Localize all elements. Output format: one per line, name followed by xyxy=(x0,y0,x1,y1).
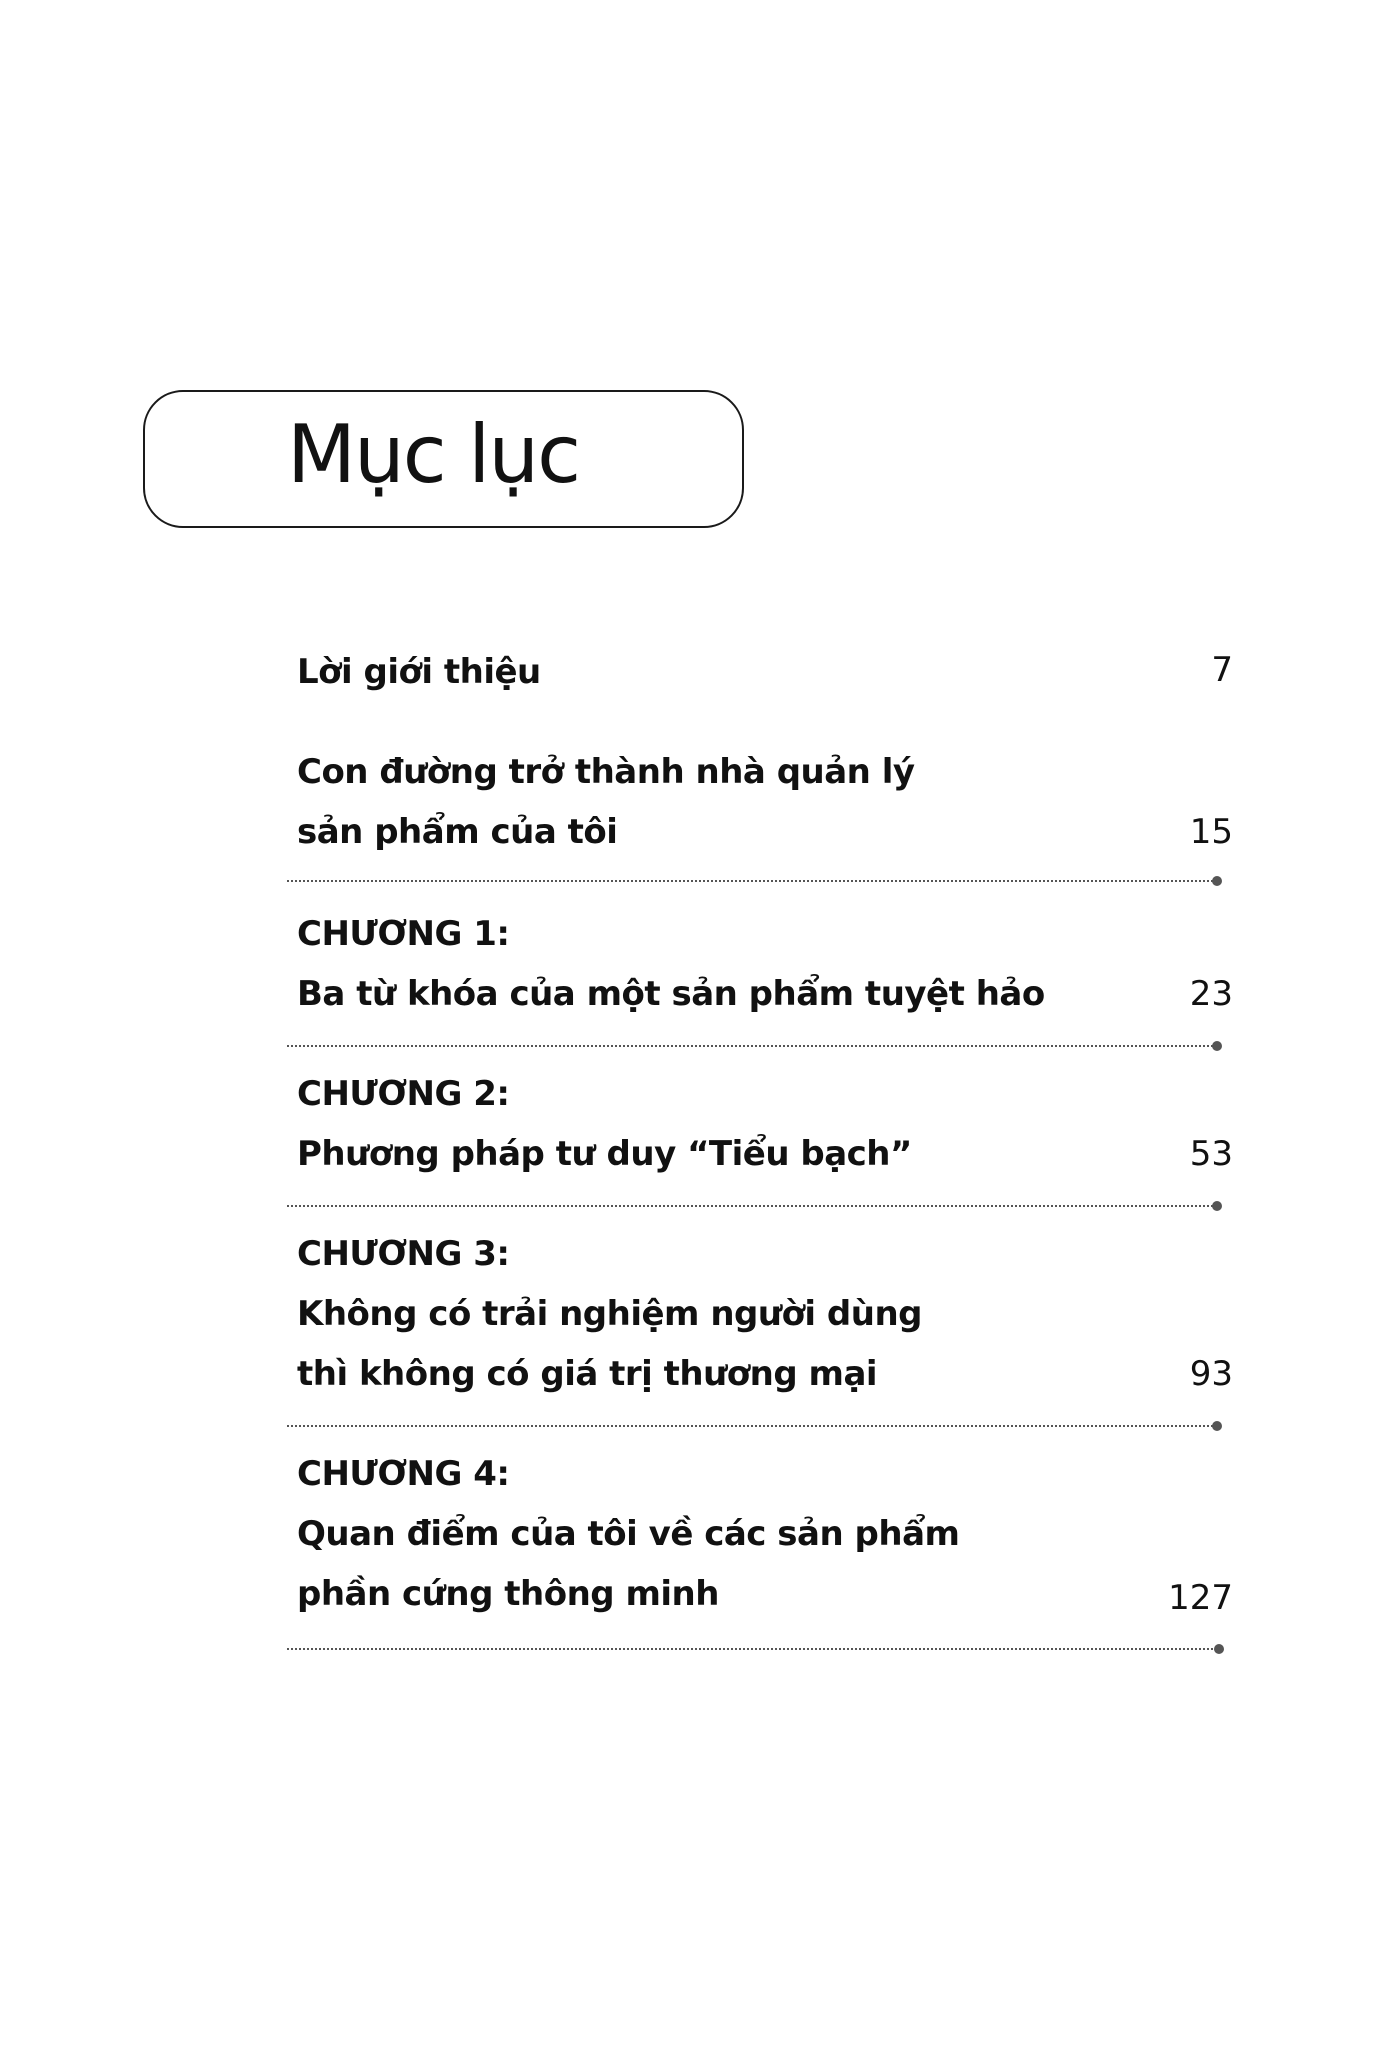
divider-dot xyxy=(1212,1041,1222,1051)
toc-entry-line: thì không có giá trị thương mại xyxy=(297,1354,878,1394)
toc-page-number: 53 xyxy=(1189,1134,1233,1174)
toc-page-number: 23 xyxy=(1189,974,1233,1014)
divider-dot xyxy=(1212,1421,1222,1431)
toc-entry-line: Quan điểm của tôi về các sản phẩm xyxy=(297,1514,960,1554)
toc-entry-line: phần cứng thông minh xyxy=(297,1574,719,1614)
toc-entry-line: Phương pháp tư duy “Tiểu bạch” xyxy=(297,1134,912,1174)
toc-page-number: 15 xyxy=(1189,812,1233,852)
divider-dot xyxy=(1214,1644,1224,1654)
divider-dot xyxy=(1212,876,1222,886)
chapter-label: CHƯƠNG 2: xyxy=(297,1074,510,1114)
toc-entry-line: Ba từ khóa của một sản phẩm tuyệt hảo xyxy=(297,974,1045,1014)
toc-divider xyxy=(287,1205,1217,1207)
chapter-label: CHƯƠNG 1: xyxy=(297,914,510,954)
page-title: Mục lục xyxy=(287,408,580,501)
toc-page-number: 93 xyxy=(1189,1354,1233,1394)
toc-entry-line: Lời giới thiệu xyxy=(297,652,541,692)
toc-divider xyxy=(287,1648,1217,1650)
toc-divider xyxy=(287,1425,1217,1427)
divider-dot xyxy=(1212,1201,1222,1211)
toc-divider xyxy=(287,880,1217,882)
toc-page-number: 127 xyxy=(1168,1578,1233,1618)
chapter-label: CHƯƠNG 4: xyxy=(297,1454,510,1494)
toc-entry-line: sản phẩm của tôi xyxy=(297,812,618,852)
toc-entry-line: Không có trải nghiệm người dùng xyxy=(297,1294,923,1334)
toc-divider xyxy=(287,1045,1217,1047)
toc-page-number: 7 xyxy=(1211,650,1233,690)
toc-entry-line: Con đường trở thành nhà quản lý xyxy=(297,752,915,792)
chapter-label: CHƯƠNG 3: xyxy=(297,1234,510,1274)
